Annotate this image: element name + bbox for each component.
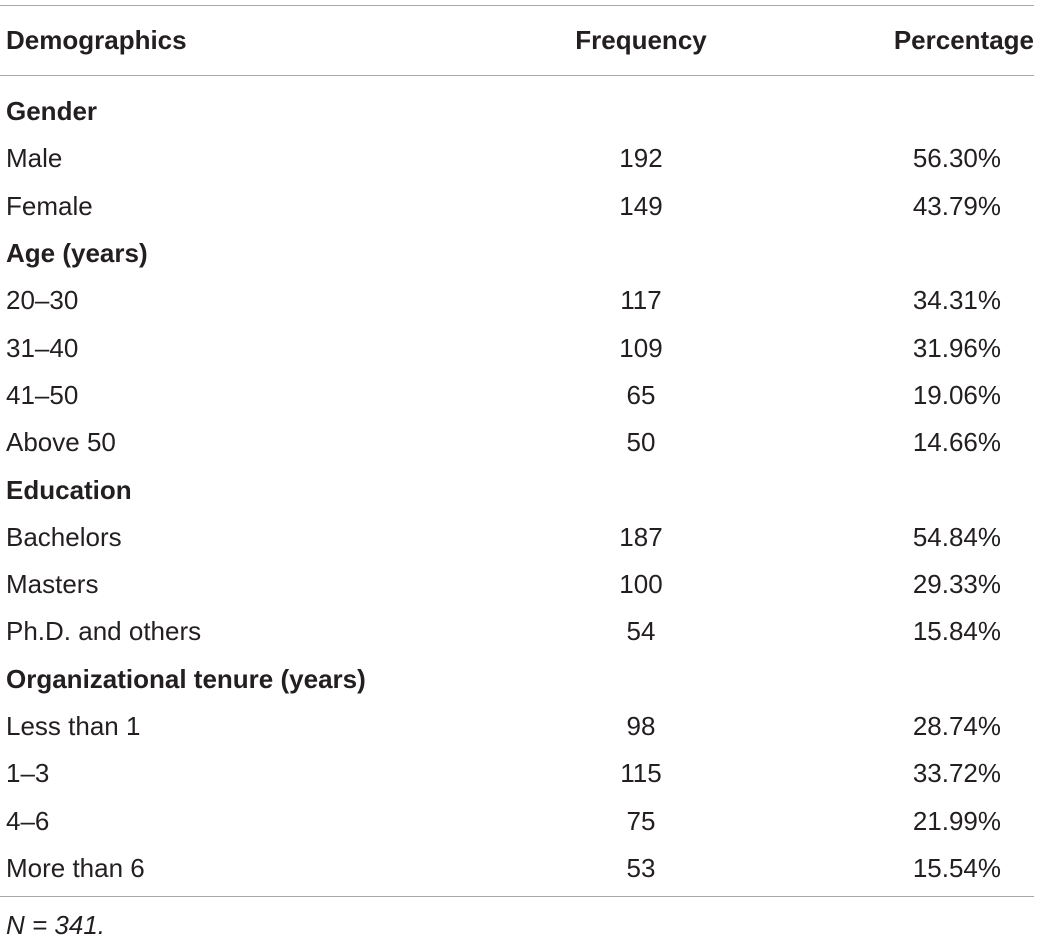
table-row bbox=[0, 561, 1034, 608]
group-heading: Organizational tenure (years) bbox=[6, 663, 366, 694]
header-percentage: Percentage bbox=[893, 25, 1034, 55]
row-percentage: 21.99% bbox=[912, 805, 1001, 836]
row-percentage: 54.84% bbox=[912, 521, 1001, 552]
row-label: Bachelors bbox=[6, 521, 122, 552]
table-row bbox=[0, 797, 1034, 844]
table-row bbox=[0, 135, 1034, 182]
row-label: Ph.D. and others bbox=[6, 616, 202, 647]
table-row bbox=[0, 419, 1034, 466]
row-frequency: 117 bbox=[620, 285, 662, 316]
row-label: Female bbox=[6, 190, 93, 221]
row-label: 41–50 bbox=[6, 379, 79, 410]
row-percentage: 14.66% bbox=[912, 427, 1001, 458]
row-frequency: 100 bbox=[619, 569, 663, 600]
table-header-row bbox=[0, 6, 1034, 75]
table-row bbox=[0, 608, 1034, 655]
row-frequency: 98 bbox=[626, 711, 656, 741]
row-label: 4–6 bbox=[6, 805, 50, 836]
row-percentage: 15.84% bbox=[912, 616, 1001, 647]
header-rule bbox=[0, 75, 1034, 76]
row-percentage: 43.79% bbox=[912, 190, 1001, 221]
row-percentage: 19.06% bbox=[912, 379, 1001, 410]
group-heading: Age (years) bbox=[6, 238, 148, 269]
group-heading: Gender bbox=[6, 96, 98, 127]
table-row bbox=[0, 703, 1034, 750]
row-frequency: 149 bbox=[619, 190, 663, 221]
row-frequency: 65 bbox=[626, 379, 656, 410]
row-percentage: 31.96% bbox=[912, 332, 1001, 363]
row-label: Male bbox=[6, 143, 63, 174]
row-label: 1–3 bbox=[6, 758, 50, 789]
row-frequency: 53 bbox=[626, 852, 656, 883]
table-row bbox=[0, 845, 1034, 892]
header-demographics: Demographics bbox=[6, 25, 187, 55]
row-label: 31–40 bbox=[6, 332, 79, 363]
row-label: More than 6 bbox=[6, 852, 145, 883]
row-label: 20–30 bbox=[6, 285, 79, 316]
row-frequency: 192 bbox=[619, 143, 663, 174]
table-row bbox=[0, 183, 1034, 230]
table-row bbox=[0, 372, 1034, 419]
row-frequency: 115 bbox=[620, 758, 662, 789]
row-frequency: 75 bbox=[626, 805, 656, 836]
group-heading: Education bbox=[6, 474, 132, 505]
group-heading-row bbox=[0, 466, 1034, 513]
row-label: Above 50 bbox=[6, 427, 116, 458]
table-bottom-rule bbox=[0, 896, 1034, 897]
row-percentage: 28.74% bbox=[912, 711, 1001, 741]
row-label: Less than 1 bbox=[6, 711, 141, 741]
table-row bbox=[0, 514, 1034, 561]
group-heading-row bbox=[0, 230, 1034, 277]
table-row bbox=[0, 750, 1034, 797]
row-percentage: 34.31% bbox=[912, 285, 1001, 316]
header-frequency: Frequency bbox=[575, 25, 707, 55]
row-percentage: 15.54% bbox=[912, 852, 1001, 883]
row-percentage: 56.30% bbox=[912, 143, 1001, 174]
row-percentage: 33.72% bbox=[912, 758, 1001, 789]
table-footnote: N = 341. bbox=[6, 910, 106, 941]
row-percentage: 29.33% bbox=[912, 569, 1001, 600]
group-heading-row bbox=[0, 88, 1034, 135]
table-row bbox=[0, 324, 1034, 371]
row-label: Masters bbox=[6, 569, 99, 600]
row-frequency: 187 bbox=[619, 521, 663, 552]
table-body bbox=[0, 88, 1034, 892]
group-heading-row bbox=[0, 656, 1034, 703]
table-row bbox=[0, 277, 1034, 324]
row-frequency: 50 bbox=[626, 427, 656, 458]
row-frequency: 54 bbox=[626, 616, 656, 647]
row-frequency: 109 bbox=[619, 332, 663, 363]
